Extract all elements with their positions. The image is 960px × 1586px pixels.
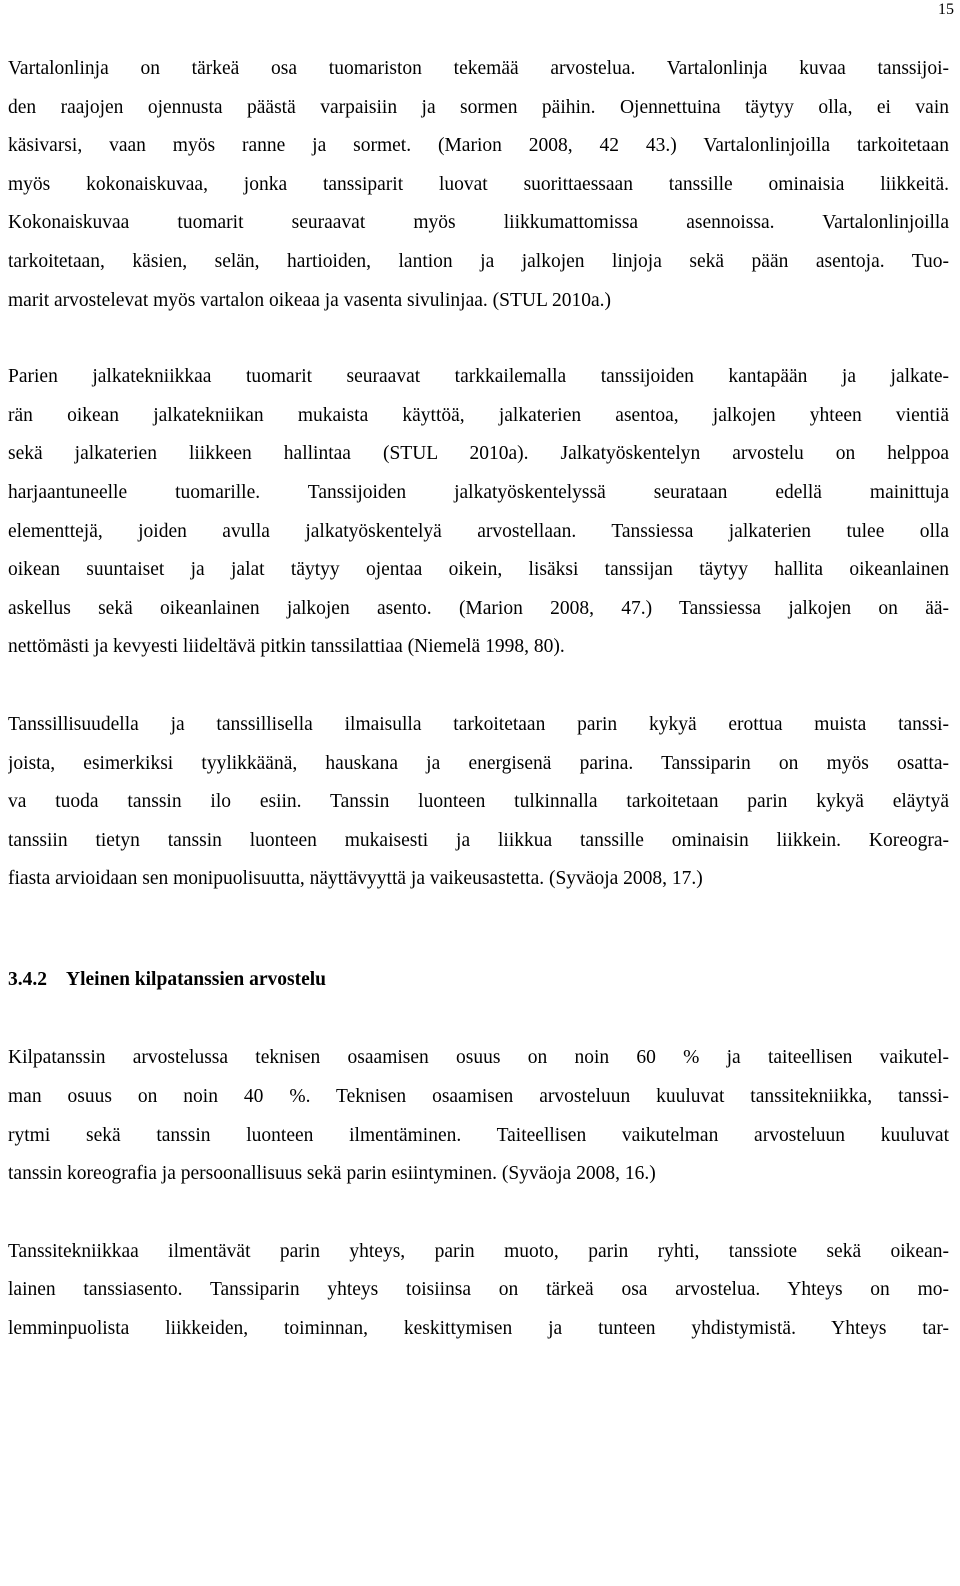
text-line: Tanssitekniikkaa ilmentävät parin yhteys, parin muoto, parin ryhti, tanssiote sekä oikean- xyxy=(8,1240,949,1262)
paragraph-footwork xyxy=(8,358,949,667)
paragraph-dance-technique xyxy=(8,1233,949,1349)
text-line: tanssin koreografia ja persoonallisuus sekä parin esiintyminen. (Syväoja 2008, 16.) xyxy=(8,1163,656,1185)
text-line: rän oikean jalkatekniikan mukaista käyttöä, jalkaterien asentoa, jalkojen yhteen vientiä xyxy=(8,404,949,426)
text-line: joista, esimerkiksi tyylikkäänä, hauskana ja energisenä parina. Tanssiparin on myös osatta- xyxy=(8,752,949,774)
text-line: rytmi sekä tanssin luonteen ilmentäminen. Taiteellisen vaikutelman arvosteluun kuuluvat xyxy=(8,1124,949,1146)
page-number: 15 xyxy=(938,1,954,18)
section-number: 3.4.2 xyxy=(8,968,47,990)
text-line: lemminpuolista liikkeiden, toiminnan, keskittymisen ja tunteen yhdistymistä. Yhteys tar- xyxy=(8,1318,949,1340)
text-line: harjaantuneelle tuomarille. Tanssijoiden jalkatyöskentelyssä seurataan edellä mainittuja xyxy=(8,481,949,503)
text-line: den raajojen ojennusta päästä varpaisiin ja sormen päihin. Ojennettuina täytyy olla, ei vain xyxy=(8,96,949,118)
document-body xyxy=(8,50,949,1349)
text-line: käsivarsi, vaan myös ranne ja sormet. (Marion 2008, 42 43.) Vartalonlinjoilla tarkoitetaan xyxy=(8,135,949,157)
text-line: man osuus on noin 40 %. Teknisen osaamisen arvosteluun kuuluvat tanssitekniikka, tanssi- xyxy=(8,1086,949,1108)
text-line: nettömästi ja kevyesti liideltävä pitkin tanssilattiaa (Niemelä 1998, 80). xyxy=(8,636,565,658)
text-line: sekä jalkaterien liikkeen hallintaa (STUL 2010a). Jalkatyöskentelyn arvostelu on helppoa xyxy=(8,443,949,465)
text-line: tanssiin tietyn tanssin luonteen mukaisesti ja liikkua tanssille ominaisin liikkein. Koreogra- xyxy=(8,829,949,851)
text-line: fiasta arvioidaan sen monipuolisuutta, näyttävyyttä ja vaikeusastetta. (Syväoja 2008, 17.) xyxy=(8,868,703,890)
paragraph-dance-expression xyxy=(8,706,949,899)
text-line: lainen tanssiasento. Tanssiparin yhteys toisiinsa on tärkeä osa arvostelua. Yhteys on mo- xyxy=(8,1279,949,1301)
text-line: Kilpatanssin arvostelussa teknisen osaamisen osuus on noin 60 % ja taiteellisen vaikutel- xyxy=(8,1047,949,1069)
text-line: tarkoitetaan, käsien, selän, hartioiden, lantion ja jalkojen linjoja sekä pään asentoja. Tuo- xyxy=(8,250,949,272)
text-line: Tanssillisuudella ja tanssillisella ilmaisulla tarkoitetaan parin kykyä erottua muista tanssi- xyxy=(8,713,949,735)
text-line: Kokonaiskuvaa tuomarit seuraavat myös liikkumattomissa asennoissa. Vartalonlinjoilla xyxy=(8,212,949,234)
text-line: elementtejä, joiden avulla jalkatyöskentelyä arvostellaan. Tanssiessa jalkaterien tulee olla xyxy=(8,520,949,542)
text-line: va tuoda tanssin ilo esiin. Tanssin luonteen tulkinnalla tarkoitetaan parin kykyä eläytyä xyxy=(8,791,949,813)
section-heading xyxy=(8,961,949,1000)
paragraph-body-line xyxy=(8,50,949,320)
text-line: myös kokonaiskuvaa, jonka tanssiparit luovat suorittaessaan tanssille ominaisia liikkeitä. xyxy=(8,173,949,195)
section-title: Yleinen kilpatanssien arvostelu xyxy=(66,968,327,990)
text-line: Parien jalkatekniikkaa tuomarit seuraavat tarkkailemalla tanssijoiden kantapään ja jalkate- xyxy=(8,366,949,388)
text-line: askellus sekä oikeanlainen jalkojen asento. (Marion 2008, 47.) Tanssiessa jalkojen on ää- xyxy=(8,597,949,619)
text-line: marit arvostelevat myös vartalon oikeaa ja vasenta sivulinjaa. (STUL 2010a.) xyxy=(8,289,612,311)
text-line: Vartalonlinja on tärkeä osa tuomariston tekemää arvostelua. Vartalonlinja kuvaa tanssijoi- xyxy=(8,58,949,79)
paragraph-scoring xyxy=(8,1039,949,1193)
text-line: oikean suuntaiset ja jalat täytyy ojentaa oikein, lisäksi tanssijan täytyy hallita oikeanlainen xyxy=(8,559,949,581)
